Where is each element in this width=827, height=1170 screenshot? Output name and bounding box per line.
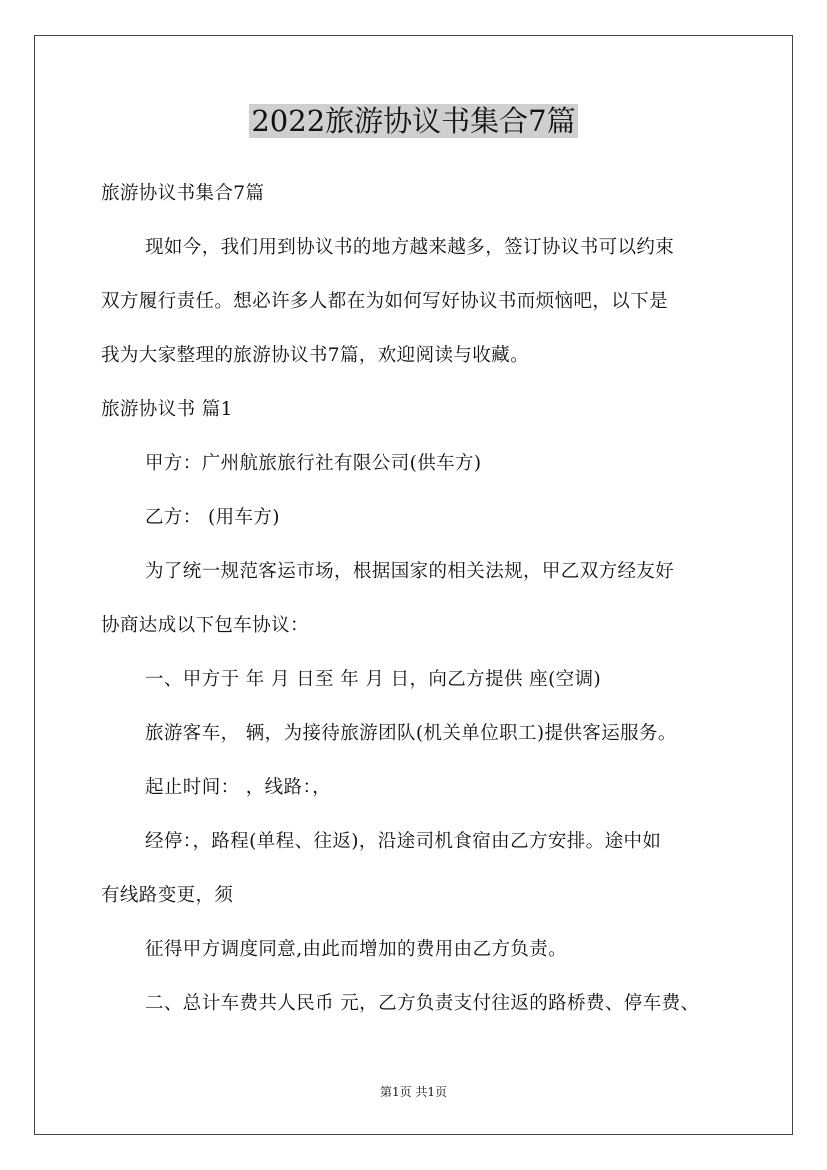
clause-1-line-2: 旅游客车， 辆，为接待旅游团队(机关单位职工)提供客运服务。 [145,723,677,744]
page-footer: 第1页 共1页 [379,1085,448,1099]
clause-1-line-1: 一、甲方于 年 月 日至 年 月 日，向乙方提供 座(空调) [145,669,602,690]
preamble-line-1: 为了统一规范客运市场，根据国家的相关法规，甲乙双方经友好 [145,561,675,582]
document-subtitle: 旅游协议书集合7篇 [101,183,265,204]
intro-line-2: 双方履行责任。想必许多人都在为如何写好协议书而烦恼吧，以下是 [101,291,669,312]
document-title-text: 2022旅游协议书集合7篇 [251,104,576,138]
party-a: 甲方：广州航旅旅行社有限公司(供车方) [145,453,482,474]
clause-2-line-1: 二、总计车费共人民币 元，乙方负责支付往返的路桥费、停车费、 [145,993,700,1014]
section-heading: 旅游协议书 篇1 [101,399,233,420]
clause-1-line-6: 征得甲方调度同意,由此而增加的费用由乙方负责。 [145,939,568,960]
clause-1-line-5: 有线路变更，须 [101,885,234,906]
clause-1-line-3: 起止时间： ，线路：， [145,777,332,798]
intro-line-3: 我为大家整理的旅游协议书7篇，欢迎阅读与收藏。 [101,345,529,366]
intro-line-1: 现如今，我们用到协议书的地方越来越多，签订协议书可以约束 [145,237,675,258]
party-b: 乙方： (用车方) [145,507,280,528]
document-title [0,101,827,141]
preamble-line-2: 协商达成以下包车协议： [101,615,309,636]
clause-1-line-4: 经停：，路程(单程、往返)，沿途司机食宿由乙方安排。途中如 [145,831,662,852]
